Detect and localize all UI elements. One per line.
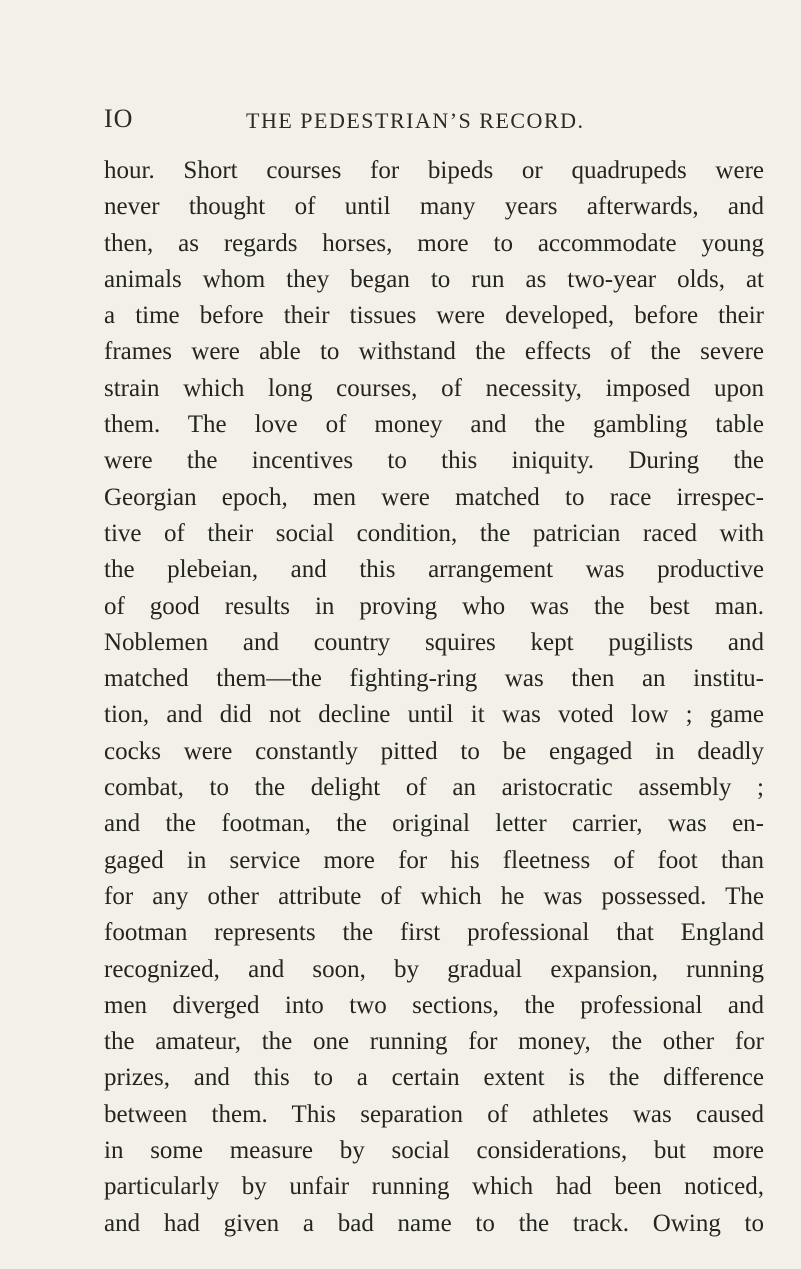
text-line: and had given a bad name to the track. Owing to <box>104 1209 764 1237</box>
text-line: footman represents the first professional that England <box>104 919 764 947</box>
text-line: tion, and did not decline until it was voted low ; game <box>104 701 764 729</box>
text-line: for any other attribute of which he was possessed. The <box>104 882 764 910</box>
text-line: and the footman, the original letter carrier, was en- <box>104 810 764 838</box>
text-line: of good results in proving who was the best man. <box>104 592 764 620</box>
text-line: matched them—the fighting-ring was then an institu- <box>104 665 764 693</box>
text-line: frames were able to withstand the effects of the severe <box>104 338 764 366</box>
text-line: hour. Short courses for bipeds or quadrupeds were <box>104 157 764 184</box>
text-line: the plebeian, and this arrangement was productive <box>104 556 764 584</box>
text-line: men diverged into two sections, the professional and <box>104 991 764 1019</box>
running-title: THE PEDESTRIAN’S RECORD. <box>246 108 585 133</box>
text-line: them. The love of money and the gambling table <box>104 411 764 439</box>
text-line: recognized, and soon, by gradual expansion, running <box>104 955 764 983</box>
running-head <box>0 104 801 144</box>
text-line: between them. This separation of athletes was caused <box>104 1100 764 1128</box>
text-line: gaged in service more for his fleetness of foot than <box>104 846 764 874</box>
text-line: particularly by unfair running which had been noticed, <box>104 1173 764 1201</box>
text-line: cocks were constantly pitted to be engaged in deadly <box>104 737 764 765</box>
text-line: prizes, and this to a certain extent is the difference <box>104 1064 764 1092</box>
text-line: tive of their social condition, the patrician raced with <box>104 519 764 547</box>
page-number: IO <box>104 104 134 133</box>
text-line: Georgian epoch, men were matched to race irrespec- <box>104 483 764 511</box>
text-line: strain which long courses, of necessity, imposed upon <box>104 374 764 402</box>
text-line: then, as regards horses, more to accommodate young <box>104 229 764 257</box>
text-line: were the incentives to this iniquity. During the <box>104 447 764 475</box>
text-line: in some measure by social considerations, but more <box>104 1137 764 1165</box>
text-line: combat, to the delight of an aristocratic assembly ; <box>104 774 764 802</box>
body-text <box>104 153 764 1242</box>
text-line: animals whom they began to run as two-year olds, at <box>104 265 764 293</box>
text-line: never thought of until many years afterwards, and <box>104 193 764 221</box>
text-line: the amateur, the one running for money, the other for <box>104 1028 764 1056</box>
text-line: a time before their tissues were developed, before their <box>104 302 764 330</box>
text-line: Noblemen and country squires kept pugilists and <box>104 628 764 656</box>
